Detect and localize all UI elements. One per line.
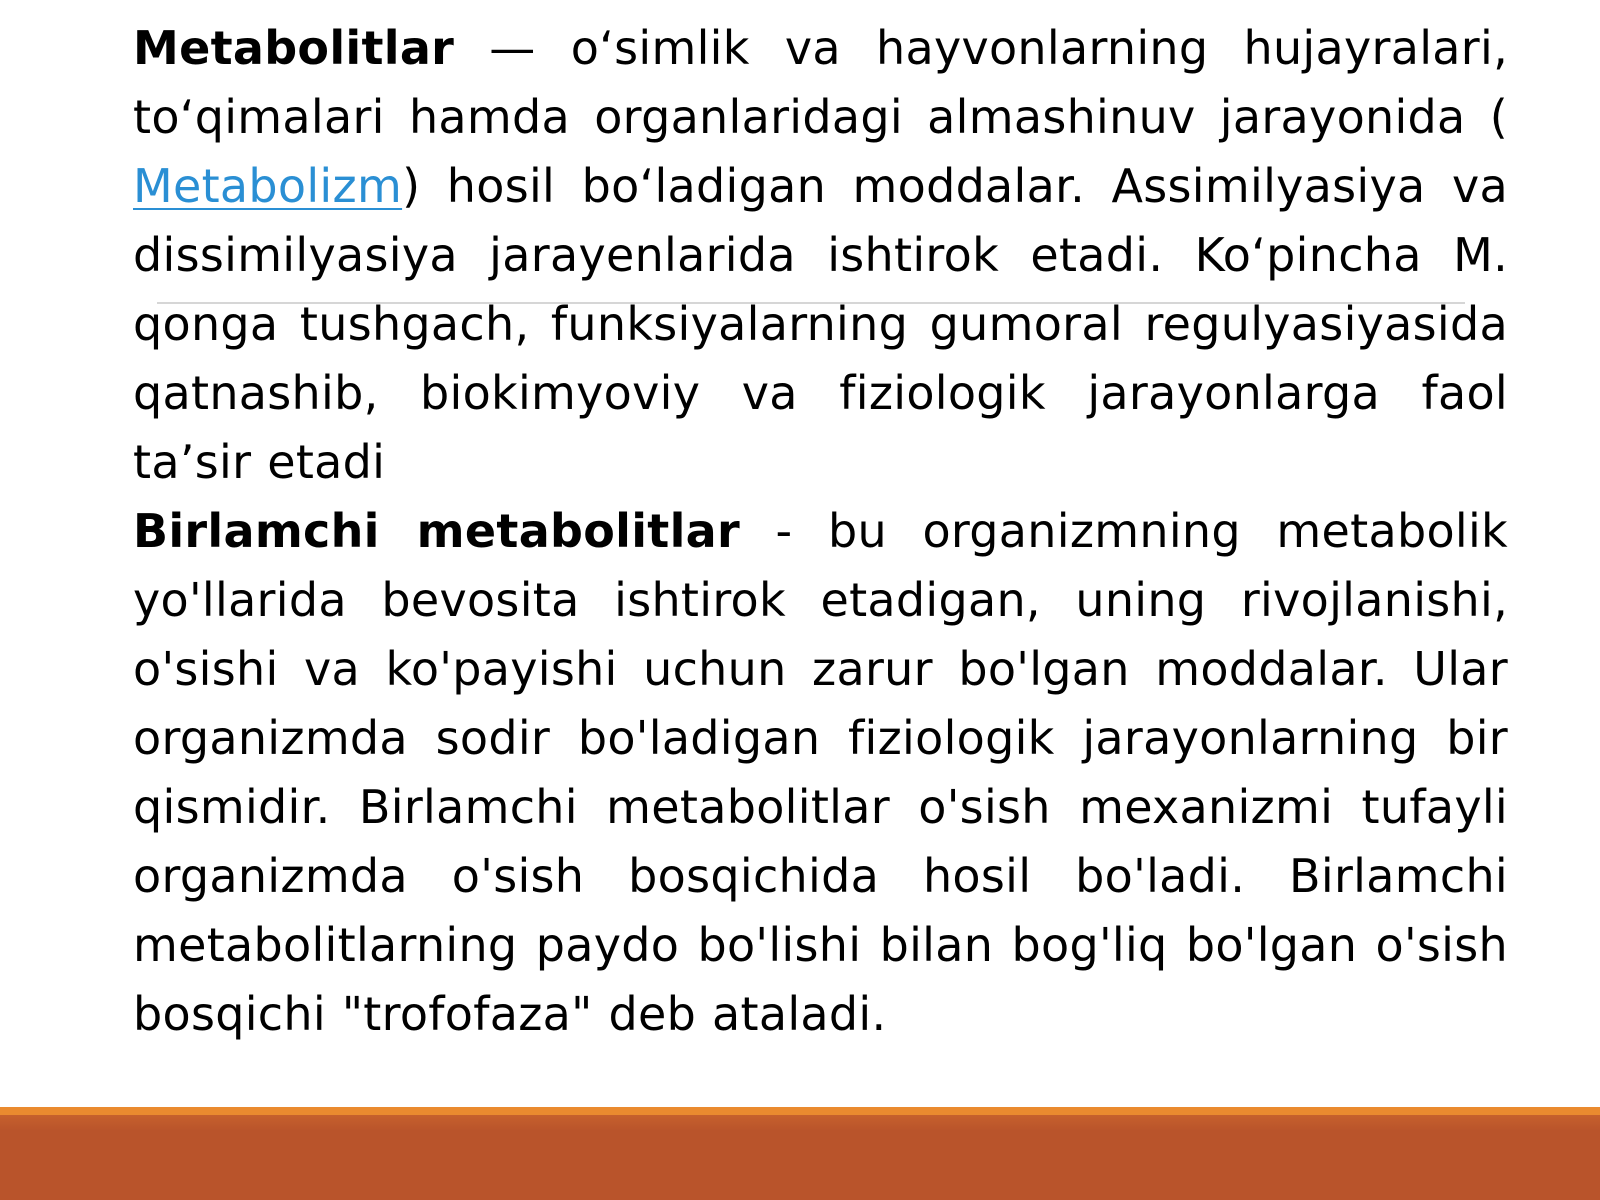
term-metabolitlar: Metabolitlar <box>133 21 455 75</box>
term-dash: — <box>454 21 571 75</box>
definition-text-start: o‘simlik va hayvonlarning hujayralari, to‘qimalari hamda organlaridagi almashinuv jarayonida ( <box>133 21 1508 144</box>
definition-text-end: ) hosil bo‘ladigan moddalar. Assimilyasiya va dissimilyasiya jarayenlarida ishtirok etadi. Ko‘pincha M. qonga tushgach, funksiyalarning gumoral regulyasiyasida qatnashib, biokimyoviy va fiziologik jarayonlarga faol ta’sir etadi <box>133 159 1508 489</box>
footer-accent-stripe <box>0 1107 1600 1115</box>
metabolizm-link[interactable]: Metabolizm <box>133 159 403 213</box>
footer-shadow <box>0 1115 1600 1131</box>
paragraph-birlamchi-metabolitlar <box>133 497 1508 1049</box>
divider-line <box>157 302 1465 304</box>
slide-body <box>133 14 1508 1049</box>
term-birlamchi-metabolitlar: Birlamchi metabolitlar <box>133 504 740 558</box>
paragraph-metabolitlar <box>133 14 1508 497</box>
definition-text: - bu organizmning metabolik yo'llarida bevosita ishtirok etadigan, uning rivojlanishi, o'sishi va ko'payishi uchun zarur bo'lgan moddalar. Ular organizmda sodir bo'ladigan fiziologik jarayonlarning bir qismidir. Birlamchi metabolitlar o'sish mexanizmi tufayli organizmda o'sish bosqichida hosil bo'ladi. Birlamchi metabolitlarning paydo bo'lishi bilan bog'liq bo'lgan o'sish bosqichi "trofofaza" deb ataladi. <box>133 504 1508 1041</box>
